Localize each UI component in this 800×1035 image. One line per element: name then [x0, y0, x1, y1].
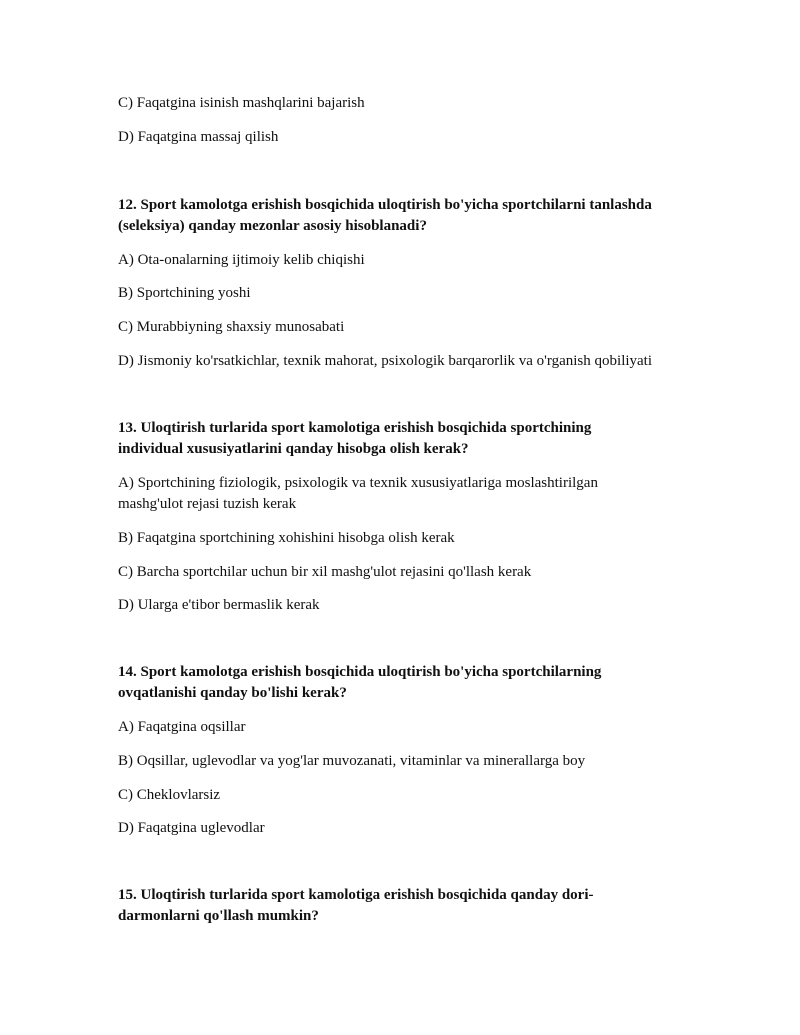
- question-12-option-c: C) Murabbiyning shaxsiy munosabati: [118, 319, 345, 335]
- question-12-option-d: D) Jismoniy ko'rsatkichlar, texnik mahorat, psixologik barqarorlik va o'rganish qobiliyati: [118, 353, 653, 369]
- question-12-option-b: B) Sportchining yoshi: [118, 285, 251, 301]
- question-14-title-line-1: 14. Sport kamolotga erishish bosqichida uloqtirish bo'yicha sportchilarning: [118, 664, 602, 680]
- question-13-option-b: B) Faqatgina sportchining xohishini hisobga olish kerak: [118, 530, 455, 546]
- question-13-title-line-1: 13. Uloqtirish turlarida sport kamolotiga erishish bosqichida sportchining: [118, 420, 592, 436]
- question-15-title-line-1: 15. Uloqtirish turlarida sport kamolotiga erishish bosqichida qanday dori-: [118, 887, 594, 903]
- question-13-option-a-line-1: A) Sportchining fiziologik, psixologik va texnik xususiyatlariga moslashtirilgan: [118, 475, 598, 491]
- question-13-option-c: C) Barcha sportchilar uchun bir xil mashg'ulot rejasini qo'llash kerak: [118, 564, 532, 580]
- question-14-option-b: B) Oqsillar, uglevodlar va yog'lar muvozanati, vitaminlar va minerallarga boy: [118, 753, 586, 769]
- option-d: D) Faqatgina massaj qilish: [118, 129, 279, 145]
- option-c: C) Faqatgina isinish mashqlarini bajarish: [118, 95, 365, 111]
- question-13-option-d: D) Ularga e'tibor bermaslik kerak: [118, 597, 320, 613]
- question-14-option-a: A) Faqatgina oqsillar: [118, 719, 246, 735]
- question-14-option-d: D) Faqatgina uglevodlar: [118, 820, 265, 836]
- question-14-title-line-2: ovqatlanishi qanday bo'lishi kerak?: [118, 685, 347, 701]
- question-14-option-c: C) Cheklovlarsiz: [118, 787, 221, 803]
- question-13-option-a-line-2: mashg'ulot rejasi tuzish kerak: [118, 496, 297, 512]
- question-13-title-line-2: individual xususiyatlarini qanday hisobga olish kerak?: [118, 441, 469, 457]
- question-15-title-line-2: darmonlarni qo'llash mumkin?: [118, 908, 319, 924]
- question-12-option-a: A) Ota-onalarning ijtimoiy kelib chiqishi: [118, 252, 365, 268]
- question-12-title-line-1: 12. Sport kamolotga erishish bosqichida uloqtirish bo'yicha sportchilarni tanlashda: [118, 197, 652, 213]
- question-12-title-line-2: (seleksiya) qanday mezonlar asosiy hisoblanadi?: [118, 218, 427, 234]
